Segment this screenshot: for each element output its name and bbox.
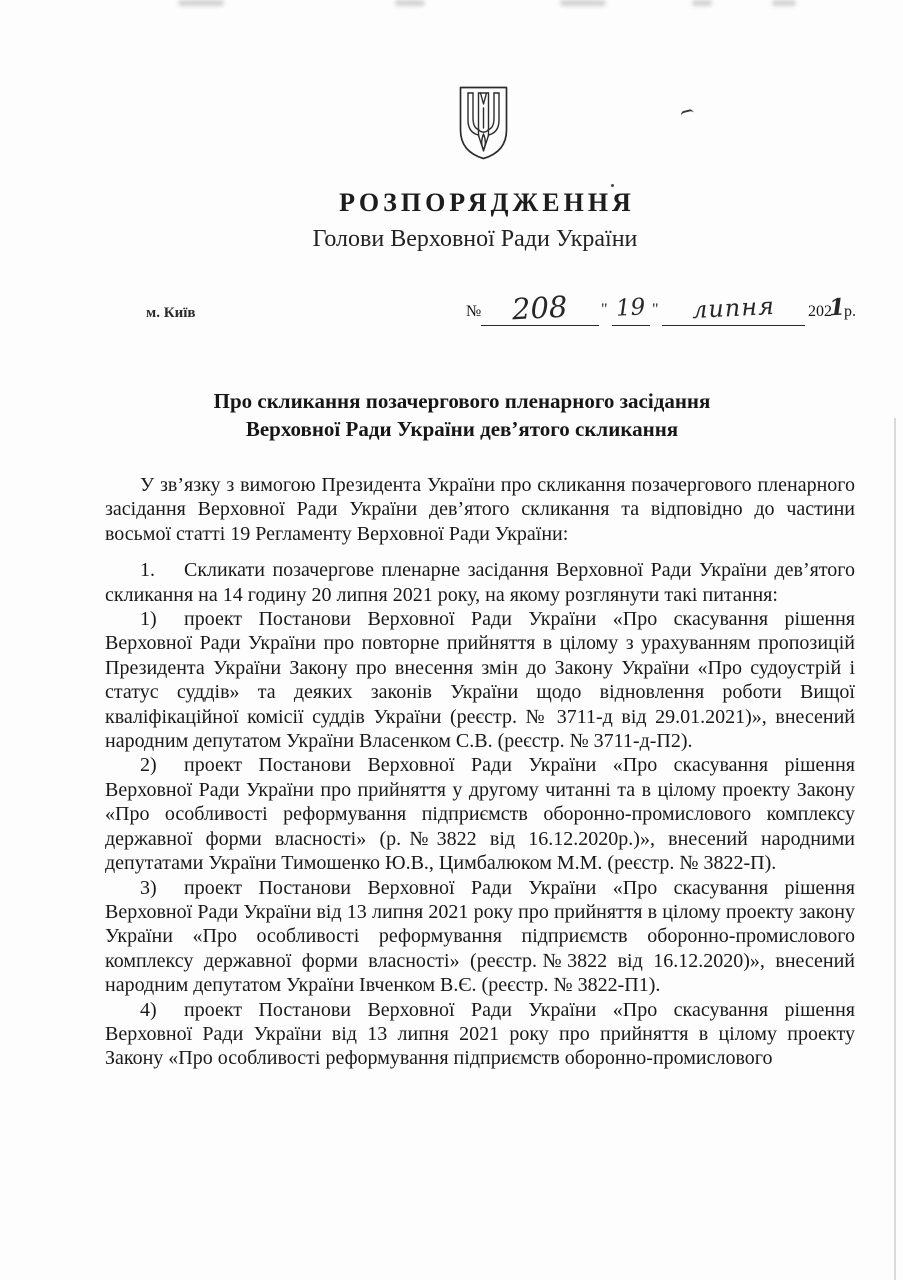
item-number: 3) — [140, 876, 157, 899]
order-title — [62, 387, 862, 443]
handwritten-day: 19 — [615, 294, 647, 322]
para-agenda-item-4: 4) проект Постанови Верховної Ради України «Про скасування рішення Верховної Ради України від 13 липня 2021 року про прийняття в цілому проекту Закону «Про особливості реформування підприємств оборонно-промислового — [105, 998, 855, 1070]
order-title-line-1: Про скликання позачергового пленарного засідання — [213, 389, 711, 413]
item-number: 2) — [140, 754, 157, 777]
scan-smudge — [692, 0, 712, 6]
number-date-line — [0, 289, 903, 337]
clause-number: 1. — [140, 559, 155, 582]
handwritten-month: липня — [691, 291, 776, 325]
ukraine-tryzub-emblem-icon — [457, 84, 510, 162]
year-unit-label: р. — [844, 303, 856, 320]
para-agenda-item-1: 1) проект Постанови Верховної Ради України «Про скасування рішення Верховної Ради України про повторне прийняття в цілому з урахуванням пропозицій Президента України Закону про внесення змін до Закону України «Про судоустрій і статус суддів» та деяких законів України щодо відновлення роботи Вищої кваліфікаційної комісії суддів України (реєстр. № 3711-д від 29.01.2021)», внесений народним депутатом України Власенком С.В. (реєстр. № 3711-д-П2). — [105, 608, 855, 753]
scan-smudge — [395, 0, 425, 6]
para-agenda-item-2: 2) проект Постанови Верховної Ради України «Про скасування рішення Верховної Ради України про прийняття у другому читанні та в цілому проекту Закону «Про особливості реформування підприємств оборонно-промислового комплексу державної форми власності» (р.№3822 від 16.12.2020р.)», внесений народними депутатами України Тимошенко Ю.В., Цимбалюком М.М. (реєстр. № 3822-П). — [105, 754, 855, 875]
para-preamble: У зв’язку з вимогою Президента України про скликання позачергового пленарного засідання Верховної Ради України дев’ятого скликання та відповідно до частини восьмої статті 19 Регламенту Верховної Ради України: — [105, 474, 855, 545]
para-clause-1: 1. Скликати позачергове пленарне засідання Верховної Ради України дев’ятого скликання на 14 годину 20 липня 2021 року, на якому розглянути такі питання: — [105, 559, 855, 606]
scan-smudge — [178, 0, 224, 6]
open-quote-mark: " — [601, 301, 608, 318]
scan-edge-line — [894, 418, 896, 1280]
year-prefix-printed: 202 — [808, 303, 832, 320]
order-title-line-2: Верховної Ради України дев’ятого скликання — [245, 417, 679, 441]
month-blank-line — [662, 293, 805, 326]
document-issuer: Голови Верховної Ради України — [312, 226, 638, 252]
number-sign-label: № — [466, 303, 482, 320]
document-type-title: РОЗПОРЯДЖЕННЯ — [339, 188, 635, 217]
document-body — [105, 473, 855, 1071]
scan-artifact-tilde — [680, 109, 695, 121]
city-label: м. Київ — [146, 305, 196, 321]
number-blank-line — [481, 289, 599, 327]
close-quote-mark: " — [652, 301, 659, 318]
handwritten-document-number: 208 — [511, 289, 569, 327]
item-number: 4) — [140, 998, 157, 1021]
handwritten-year-digit: 1 — [828, 293, 846, 322]
para-agenda-item-3: 3) проект Постанови Верховної Ради України «Про скасування рішення Верховної Ради України від 13 липня 2021 року про прийняття в цілому проекту закону України «Про особливості реформування підприємств оборонно-промислового комплексу державної форми власності» (реєстр.№3822 від 16.12.2020)», внесений народним депутатом України Івченком В.Є. (реєстр. № 3822-П1). — [105, 876, 855, 997]
scan-artifact-dot — [611, 184, 614, 187]
day-blank-line — [612, 293, 650, 326]
scan-smudge — [772, 0, 796, 6]
scan-smudge — [560, 0, 606, 6]
item-number: 1) — [140, 608, 157, 631]
